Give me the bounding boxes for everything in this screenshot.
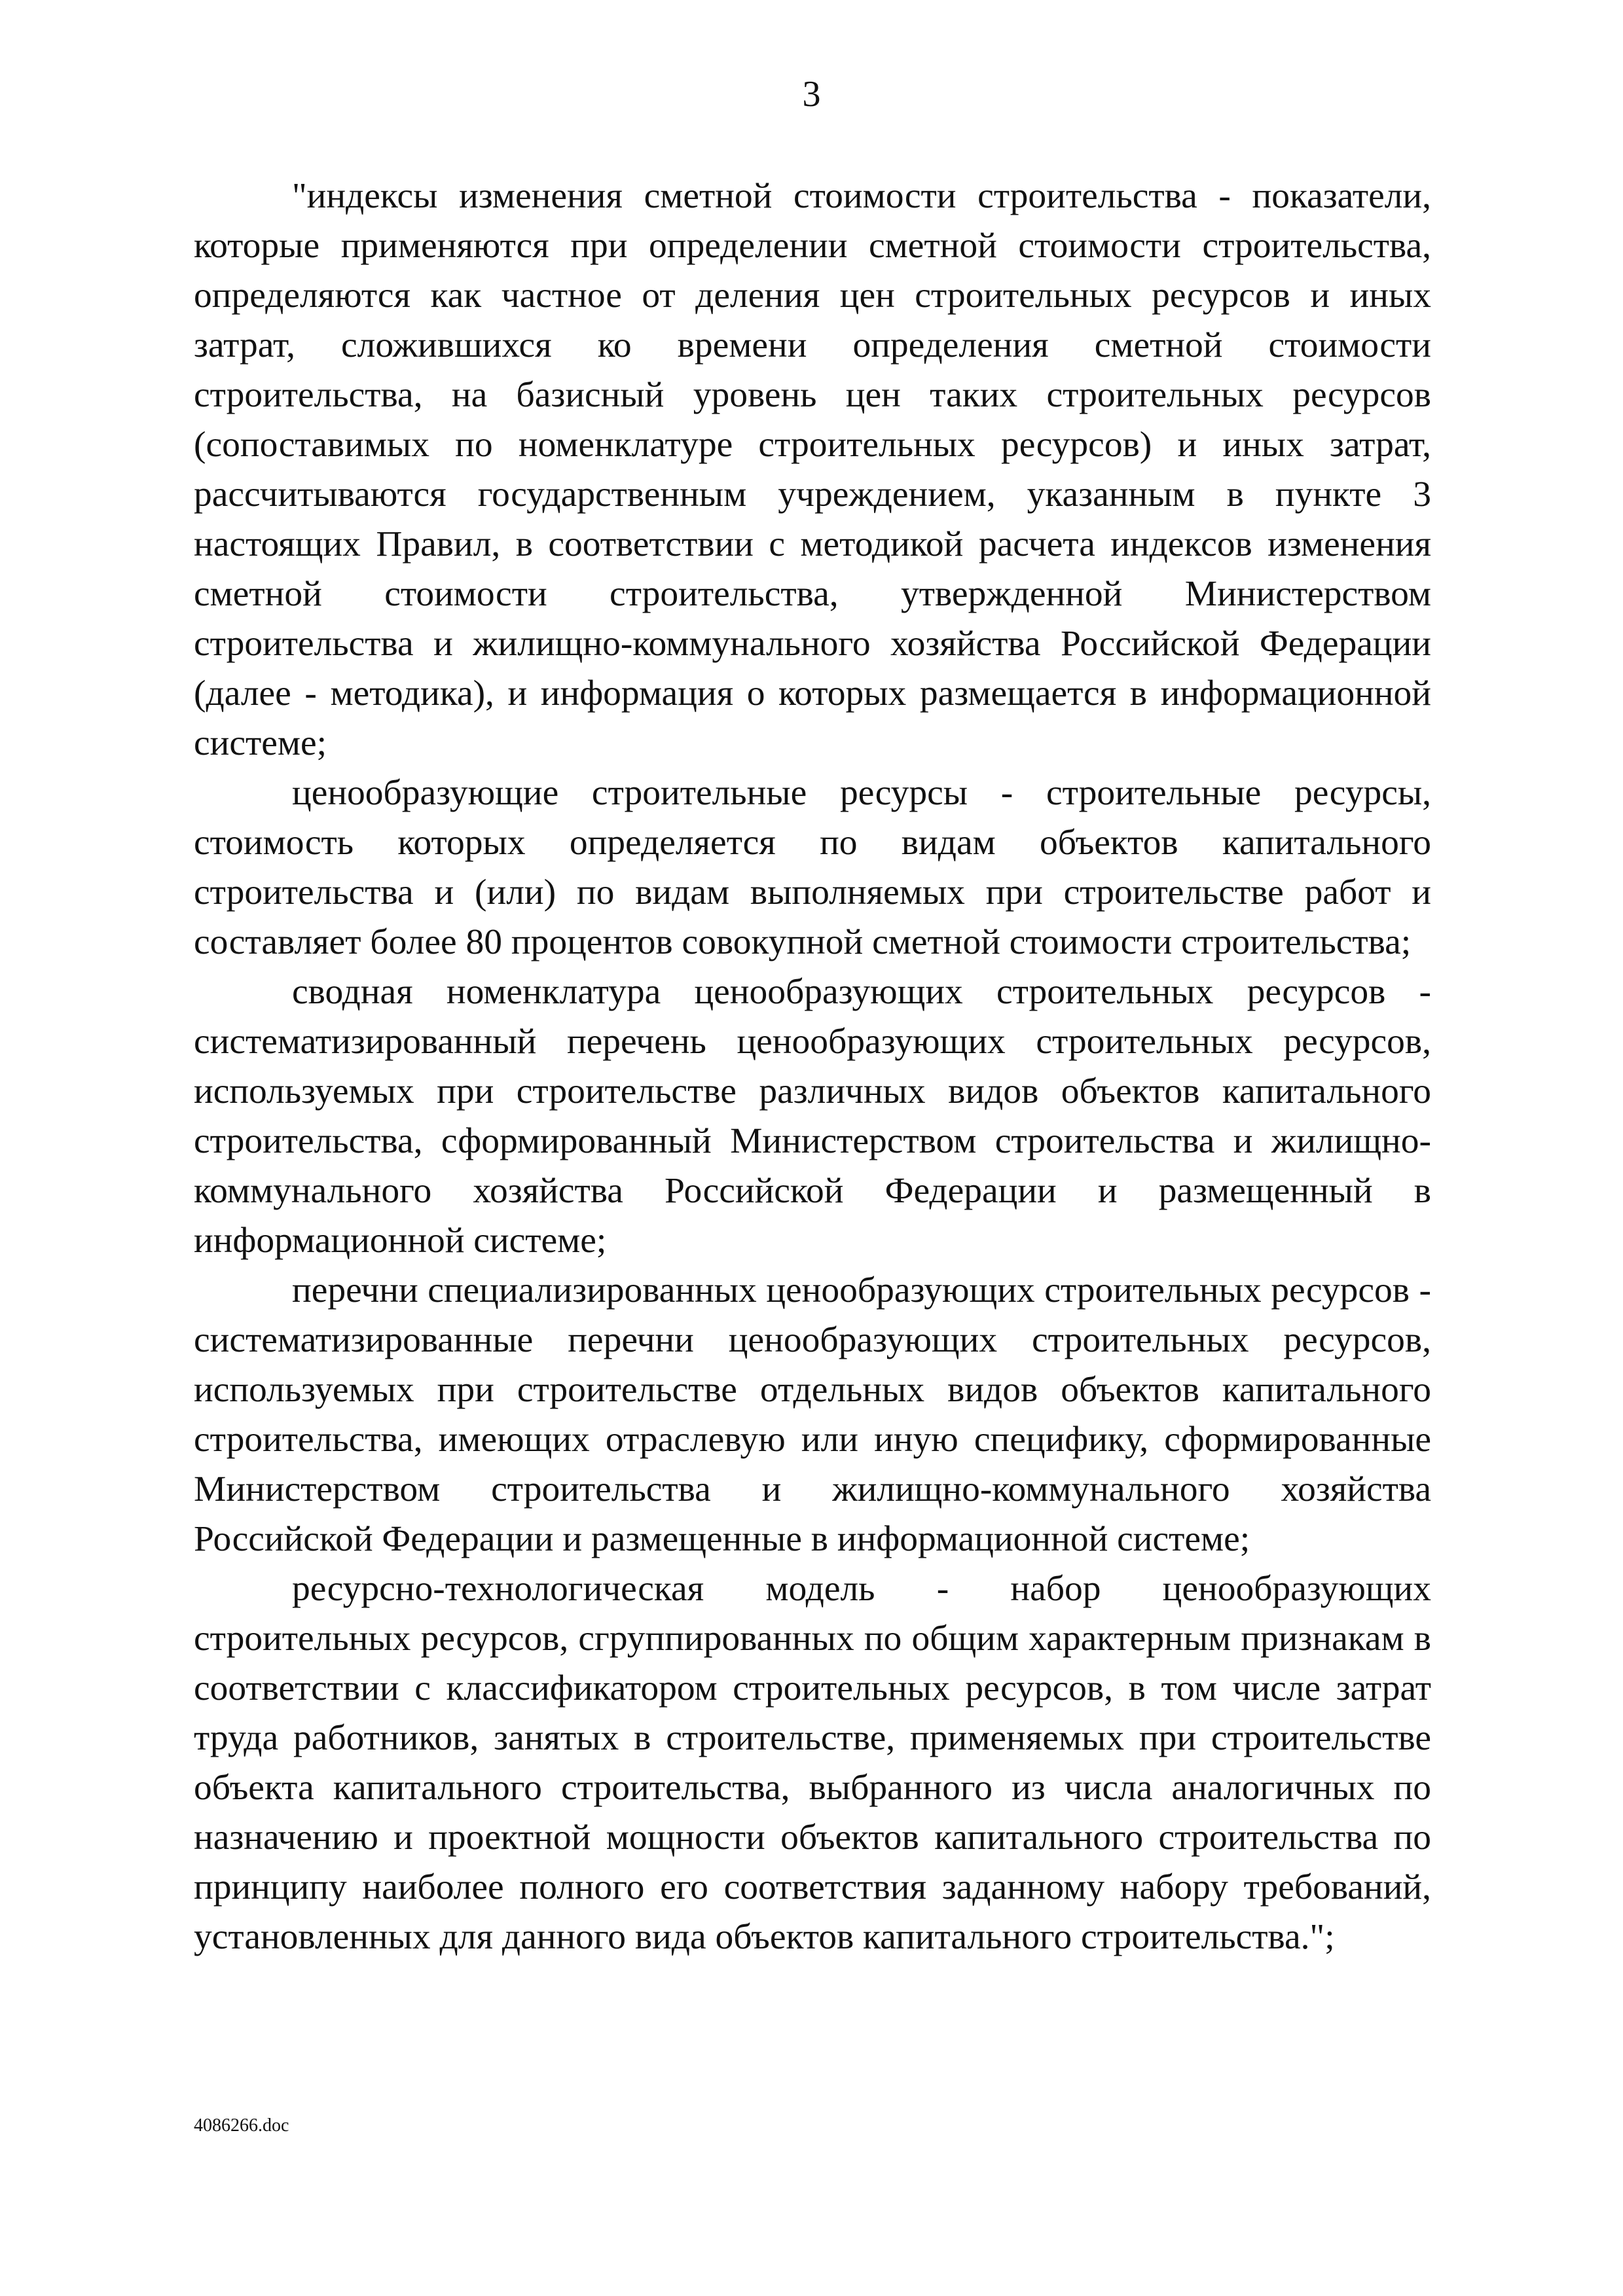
- document-filename-footer: 4086266.doc: [194, 2115, 289, 2136]
- paragraph-price-forming-resources: ценообразующие строительные ресурсы - строительные ресурсы, стоимость которых определяется по видам объектов капитального строительства и (или) по видам выполняемых при строительстве работ и составляет более 80 процентов совокупной сметной стоимости строительства;: [194, 773, 1431, 962]
- paragraph-price-change-indices: "индексы изменения сметной стоимости строительства - показатели, которые применяются при определении сметной стоимости строительства, определяются как частное от деления цен строительных ресурсов и иных затрат, сложившихся ко времени определения сметной стоимости строительства, на базисный уровень цен таких строительных ресурсов (сопоставимых по номенклатуре строительных ресурсов) и иных затрат, рассчитываются государственным учреждением, указанным в пункте 3 настоящих Правил, в соответствии с методикой расчета индексов изменения сметной стоимости строительства, утвержденной Министерством строительства и жилищно-коммунального хозяйства Российской Федерации (далее - методика), и информация о которых размещается в информационной системе;: [194, 176, 1431, 763]
- page-number: 3: [802, 74, 821, 115]
- document-body: [194, 171, 1431, 1962]
- paragraph-consolidated-nomenclature: сводная номенклатура ценообразующих строительных ресурсов - систематизированный перечень ценообразующих строительных ресурсов, используемых при строительстве различных видов объектов капитального строительства, сформированный Министерством строительства и жилищно-коммунального хозяйства Российской Федерации и размещенный в информационной системе;: [194, 972, 1431, 1261]
- paragraph-resource-technological-model: ресурсно-технологическая модель - набор ценообразующих строительных ресурсов, сгруппированных по общим характерным признакам в соответствии с классификатором строительных ресурсов, в том числе затрат труда работников, занятых в строительстве, применяемых при строительстве объекта капитального строительства, выбранного из числа аналогичных по назначению и проектной мощности объектов капитального строительства по принципу наиболее полного его соответствия заданному набору требований, установленных для данного вида объектов капитального строительства.";: [194, 1569, 1431, 1957]
- paragraph-specialized-resource-lists: перечни специализированных ценообразующих строительных ресурсов - систематизированные перечни ценообразующих строительных ресурсов, используемых при строительстве отдельных видов объектов капитального строительства, имеющих отраслевую или иную специфику, сформированные Министерством строительства и жилищно-коммунального хозяйства Российской Федерации и размещенные в информационной системе;: [194, 1270, 1431, 1559]
